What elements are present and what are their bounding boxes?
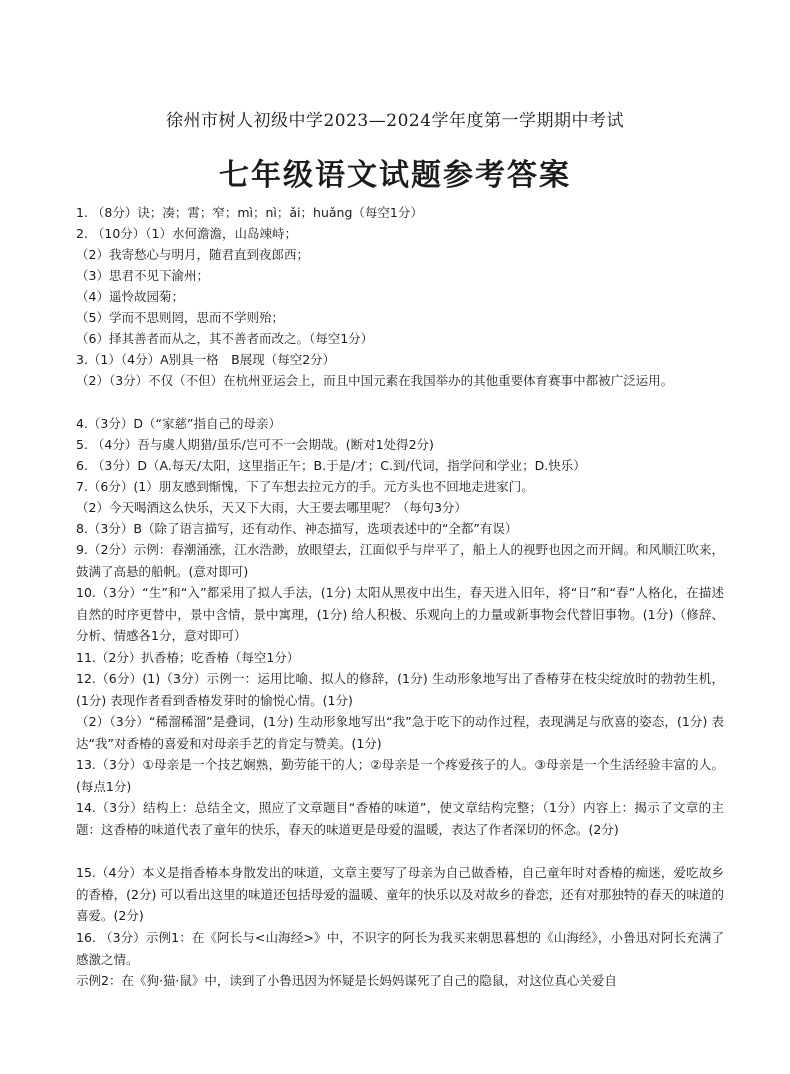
answer-16-2: 示例2：在《狗·猫·鼠》中，读到了小鲁迅因为怀疑是长妈妈谋死了自己的隐鼠，对这位真心关爱自 (76, 973, 617, 988)
answer-3-2: （2）（3分）不仅（不但）在杭州亚运会上，而且中国元素在我国举办的其他重要体育赛事中都被广泛运用。 (76, 373, 674, 388)
answer-2-1: 2. （10分）（1）水何澹澹，山岛竦峙； (76, 226, 298, 241)
answer-8: 8.（3分）B（除了语言描写，还有动作、神态描写，选项表述中的“全都”有误） (76, 521, 518, 536)
answer-10: 10.（3分）“生”和“入”都采用了拟人手法，(1分) 太阳从黑夜中出生，春天进入旧年，将“日”和“春”人格化，在描述自然的时序更替中，景中含情，景中寓理，(1分) 给人积极、乐观向上的力量或新事物会代替旧事物。(1分)（修辞、分析、情感各1分，意对即可） (76, 585, 724, 644)
answer-2-4: （4）遥怜故园菊； (76, 289, 184, 304)
answer-7-1: 7.（6分）(1）朋友感到惭愧，下了车想去拉元方的手。元方头也不回地走进家门。 (76, 479, 534, 494)
answer-9: 9.（2分）示例：春潮涌涨，江水浩渺，放眼望去，江面似乎与岸平了，船上人的视野也因之而开阔。和风顺江吹来，鼓满了高悬的船帆。(意对即可) (76, 542, 724, 579)
answer-2-3: （3）思君不见下渝州； (76, 268, 209, 283)
answer-7-2: （2）今天喝酒这么快乐，天又下大雨，大王要去哪里呢？（每句3分） (76, 500, 467, 515)
answer-2-5: （5）学而不思则罔，思而不学则殆； (76, 310, 284, 325)
answer-1: 1. （8分）诀；凑；霄；窄；mì；nì；ǎi；huǎng（每空1分） (76, 205, 423, 220)
answer-11: 11.（2分）扒香椿；吃香椿（每空1分） (76, 650, 300, 665)
answer-2-2: （2）我寄愁心与明月，随君直到夜郎西； (76, 247, 309, 262)
answer-15: 15.（4分）本义是指香椿本身散发出的味道，文章主要写了母亲为自己做香椿，自己童年时对香椿的痴迷，爱吃故乡的香椿，(2分) 可以看出这里的味道还包括母爱的温暖、童年的快乐以及对故乡的眷恋，还有对那独特的春天的味道的喜爱。(2分) (76, 865, 724, 924)
answer-12-2: （2）（3分）“稀溜稀溜”是叠词，(1分) 生动形象地写出“我”急于吃下的动作过程，表现满足与欣喜的姿态，(1分) 表达“我”对香椿的喜爱和对母亲手艺的肯定与赞美。(1分) (76, 714, 724, 751)
answer-5: 5. （4分）吾与虞人期猎/虽乐/岂可不一会期哉。(断对1处得2分) (76, 437, 434, 452)
answer-2-6: （6）择其善者而从之，其不善者而改之。（每空1分） (76, 331, 374, 346)
answer-4: 4.（3分）D（“家慈”指自己的母亲） (76, 416, 281, 431)
answer-6: 6. （3分）D（A.每天/太阳，这里指正午；B.于是/才；C.到/代词，指学问和学业；D.快乐） (76, 458, 586, 473)
answer-14: 14.（3分）结构上：总结全文，照应了文章题目“香椿的味道”，使文章结构完整；（1分）内容上：揭示了文章的主题：这香椿的味道代表了童年的快乐，春天的味道更是母爱的温暖，表达了作者深切的怀念。(2分) (76, 800, 724, 837)
answer-12-1: 12.（6分）(1)（3分）示例一：运用比喻、拟人的修辞，(1分) 生动形象地写出了香椿芽在枝尖绽放时的勃勃生机，(1分) 表现作者看到香椿发芽时的愉悦心情。(1分) (76, 671, 724, 708)
page-title: 七年级语文试题参考答案 (219, 158, 571, 193)
exam-subtitle: 徐州市树人初级中学2023—2024学年度第一学期期中考试 (165, 111, 625, 131)
answer-body (76, 202, 724, 991)
answer-13: 13.（3分）①母亲是一个技艺娴熟，勤劳能干的人；②母亲是一个疼爱孩子的人。③母亲是一个生活经验丰富的人。(每点1分) (76, 757, 724, 794)
answer-3-1: 3.（1）（4分）A别具一格 B展现（每空2分） (76, 352, 336, 367)
answer-16-1: 16. （3分）示例1：在《阿长与<山海经>》中，不识字的阿长为我买来朝思暮想的《山海经》，小鲁迅对阿长充满了感激之情。 (76, 930, 724, 967)
